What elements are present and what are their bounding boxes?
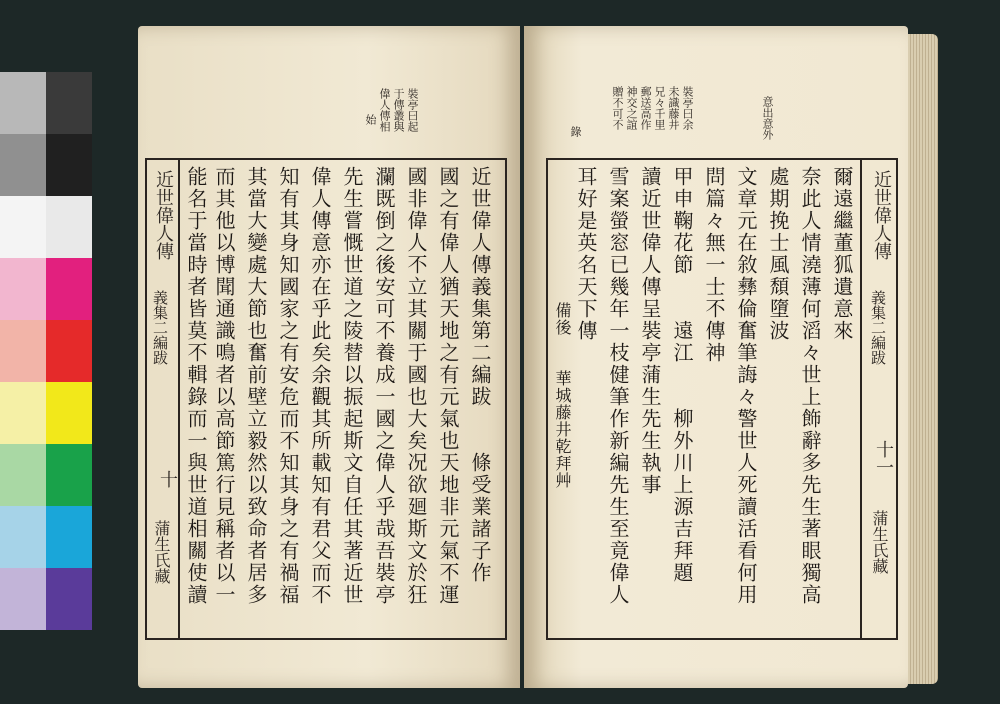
right-text-column-4: 文章元在敘彝倫奮筆誨々警世人死讀活看何用 (734, 166, 758, 606)
right-text-column-2: 奈此人情澆薄何滔々世上飾辭多先生著眼獨高 (798, 166, 822, 606)
color-swatch (0, 134, 46, 196)
right-spine-rule (860, 158, 862, 638)
right-spine-mark: 蒲生氏藏 (870, 510, 889, 574)
color-swatch (46, 568, 92, 630)
color-swatch (46, 258, 92, 320)
left-spine-num: 十 (157, 470, 178, 488)
left-header-note-3: 偉人傳相 (378, 88, 391, 132)
left-text-column-9: 而其他以博聞通識鳴者以高節篤行見稱者以一 (212, 166, 236, 606)
color-swatch (46, 382, 92, 444)
color-swatch (0, 258, 46, 320)
right-text-column-10: 備後 華城藤井乾拜艸 (553, 166, 572, 489)
left-spine-rule (178, 158, 180, 638)
left-spine-mark: 蒲生氏藏 (152, 520, 171, 584)
left-text-column-5: 先生嘗慨世道之陵替以振起斯文自任其著近世 (340, 166, 364, 606)
left-header-note-2: 于傳叢與 (392, 88, 405, 132)
color-swatch (46, 444, 92, 506)
right-header-note-6: 贈不可不 (611, 86, 624, 130)
color-swatch (0, 568, 46, 630)
color-swatch (46, 320, 92, 382)
right-text-column-7: 讀近世偉人傳呈裝亭蒲生先生執事 (638, 166, 662, 496)
right-spine-title: 近世偉人傳 (871, 170, 892, 260)
left-text-column-2: 國之有偉人猶天地之有元氣也天地非元氣不運 (436, 166, 460, 606)
color-swatch (0, 444, 46, 506)
color-swatch (0, 72, 46, 134)
color-swatch (46, 72, 92, 134)
color-swatch (46, 196, 92, 258)
right-text-column-9: 耳好是英名天下傳 (574, 166, 598, 342)
right-header-note-3: 兄々千里 (653, 86, 666, 130)
right-spine-num: 十一 (873, 440, 894, 476)
color-swatch (46, 134, 92, 196)
right-header-note-7: 錄 (569, 126, 582, 137)
color-swatch (46, 506, 92, 568)
page-edges (908, 34, 938, 684)
left-spine-title: 近世偉人傳 (153, 170, 174, 260)
right-text-column-6: 甲申鞠花節 遠江 柳外川上源吉拜題 (670, 166, 694, 584)
left-header-note-1: 裝亭曰起 (406, 88, 419, 132)
right-text-column-3: 處期挽士風頹墮波 (766, 166, 790, 342)
right-header-note-5: 神交之誼 (625, 86, 638, 130)
left-text-column-1: 近世偉人傳義集第二編跋 條受業諸子作 (468, 166, 492, 584)
right-text-column-5: 問篇々無一士不傳神 (702, 166, 726, 364)
right-text-column-1: 爾遠繼董狐遺意來 (830, 166, 854, 342)
color-swatch (0, 320, 46, 382)
right-header-note-top: 意出意外 (761, 96, 774, 140)
left-text-column-7: 知有其身知國家之有安危而不知其身之有禍福 (276, 166, 300, 606)
left-header-note-4: 始 (364, 114, 377, 125)
right-header-note-2: 未識藤井 (667, 86, 680, 130)
right-header-note-1: 裝亭曰余 (681, 86, 694, 130)
color-swatch (0, 382, 46, 444)
right-spine-sub: 義集二編跋 (869, 290, 887, 365)
left-text-column-4: 瀾既倒之後安可不養成一國之偉人乎哉吾裝亭 (372, 166, 396, 606)
left-spine-sub: 義集二編跋 (151, 290, 169, 365)
left-text-column-3: 國非偉人不立其關于國也大矣况欲廻斯文於狂 (404, 166, 428, 606)
left-text-column-10: 能名于當時者皆莫不輯錄而一與世道相關使讀 (184, 166, 208, 606)
right-text-column-8: 雪案螢窓已幾年一枝健筆作新編先生至竟偉人 (606, 166, 630, 606)
left-text-column-6: 偉人傳意亦在乎此矣余觀其所載知有君父而不 (308, 166, 332, 606)
color-swatch (0, 506, 46, 568)
left-text-column-8: 其當大變處大節也奮前壁立毅然以致命者居多 (244, 166, 268, 606)
right-header-note-4: 郵送高作 (639, 86, 652, 130)
color-swatch (0, 196, 46, 258)
color-calibration-chart (0, 72, 92, 634)
